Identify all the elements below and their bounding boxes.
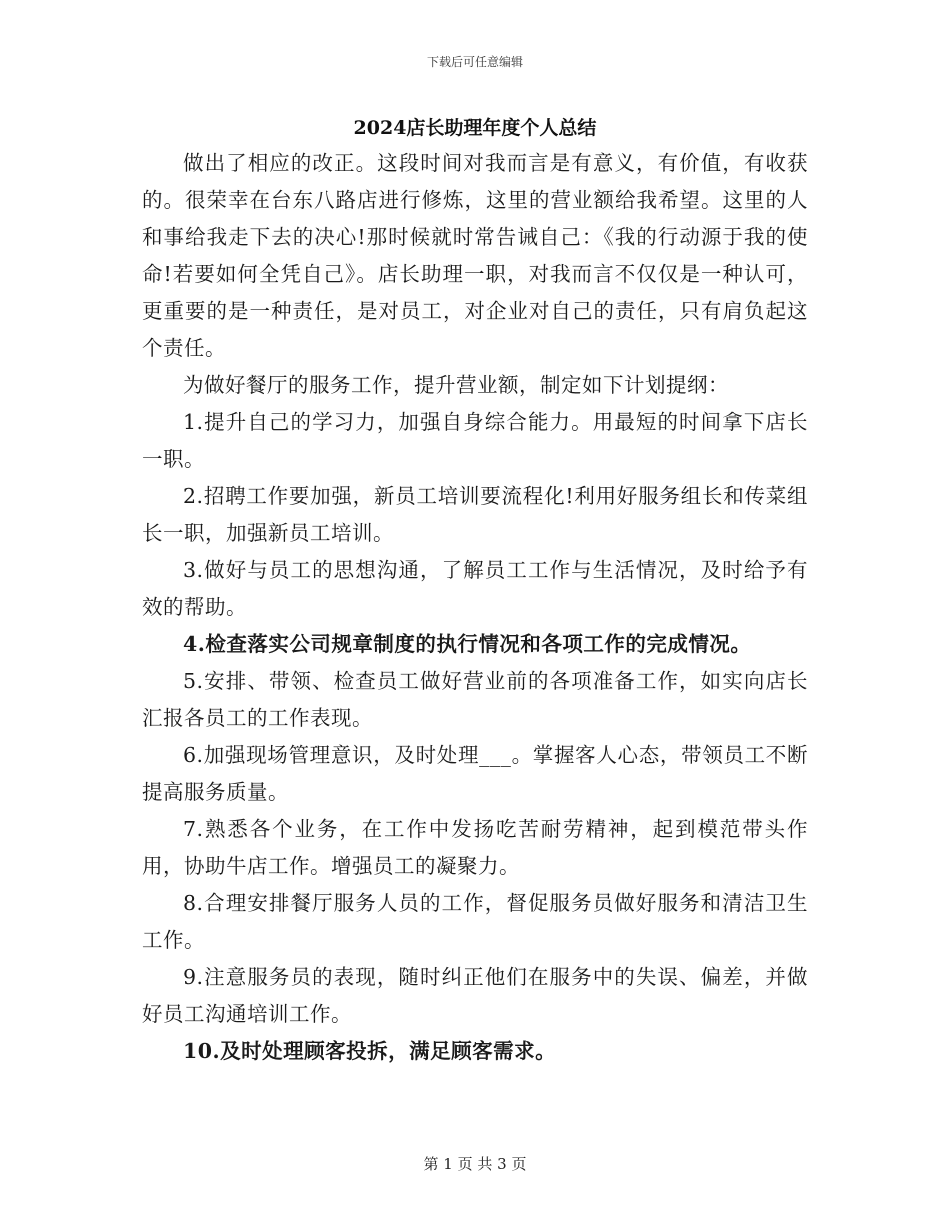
list-item-4: 4.检查落实公司规章制度的执行情况和各项工作的完成情况。 [183,632,752,656]
page-number: 第 1 页 共 3 页 [423,1155,527,1173]
list-item-10: 10.及时处理顾客投拆，满足顾客需求。 [183,1039,557,1063]
list-item-1: 1.提升自己的学习力，加强自身综合能力。用最短的时间拿下店长一职。 [142,410,808,471]
document-body [142,145,808,1070]
header-note: 下载后可任意编辑 [426,55,523,69]
document-title: 2024店长助理年度个人总结 [353,117,597,139]
list-item-8: 8.合理安排餐厅服务人员的工作，督促服务员做好服务和清洁卫生工作。 [142,891,808,952]
paragraph-plan-lead: 为做好餐厅的服务工作，提升营业额，制定如下计划提纲： [183,373,729,397]
paragraph-intro: 做出了相应的改正。这段时间对我而言是有意义，有价值，有收获的。很荣幸在台东八路店进行修炼，这里的营业额给我希望。这里的人和事给我走下去的决心!那时候就时常告诫自己：《我的行动源于我的使命!若要如何全凭自己》。店长助理一职，对我而言不仅仅是一种认可，更重要的是一种责任，是对员工，对企业对自己的责任，只有肩负起这个责任。 [142,151,808,360]
list-item-3: 3.做好与员工的思想沟通，了解员工工作与生活情况，及时给予有效的帮助。 [142,558,808,619]
list-item-9: 9.注意服务员的表现，随时纠正他们在服务中的失误、偏差，并做好员工沟通培训工作。 [142,965,808,1026]
list-item-6: 6.加强现场管理意识，及时处理___。掌握客人心态，带领员工不断提高服务质量。 [142,743,808,804]
list-item-5: 5.安排、带领、检查员工做好营业前的各项准备工作，如实向店长汇报各员工的工作表现。 [142,669,808,730]
list-item-7: 7.熟悉各个业务，在工作中发扬吃苦耐劳精神，起到模范带头作用，协助牛店工作。增强员工的凝聚力。 [142,817,808,878]
list-item-2: 2.招聘工作要加强，新员工培训要流程化!利用好服务组长和传菜组长一职，加强新员工培训。 [142,484,808,545]
